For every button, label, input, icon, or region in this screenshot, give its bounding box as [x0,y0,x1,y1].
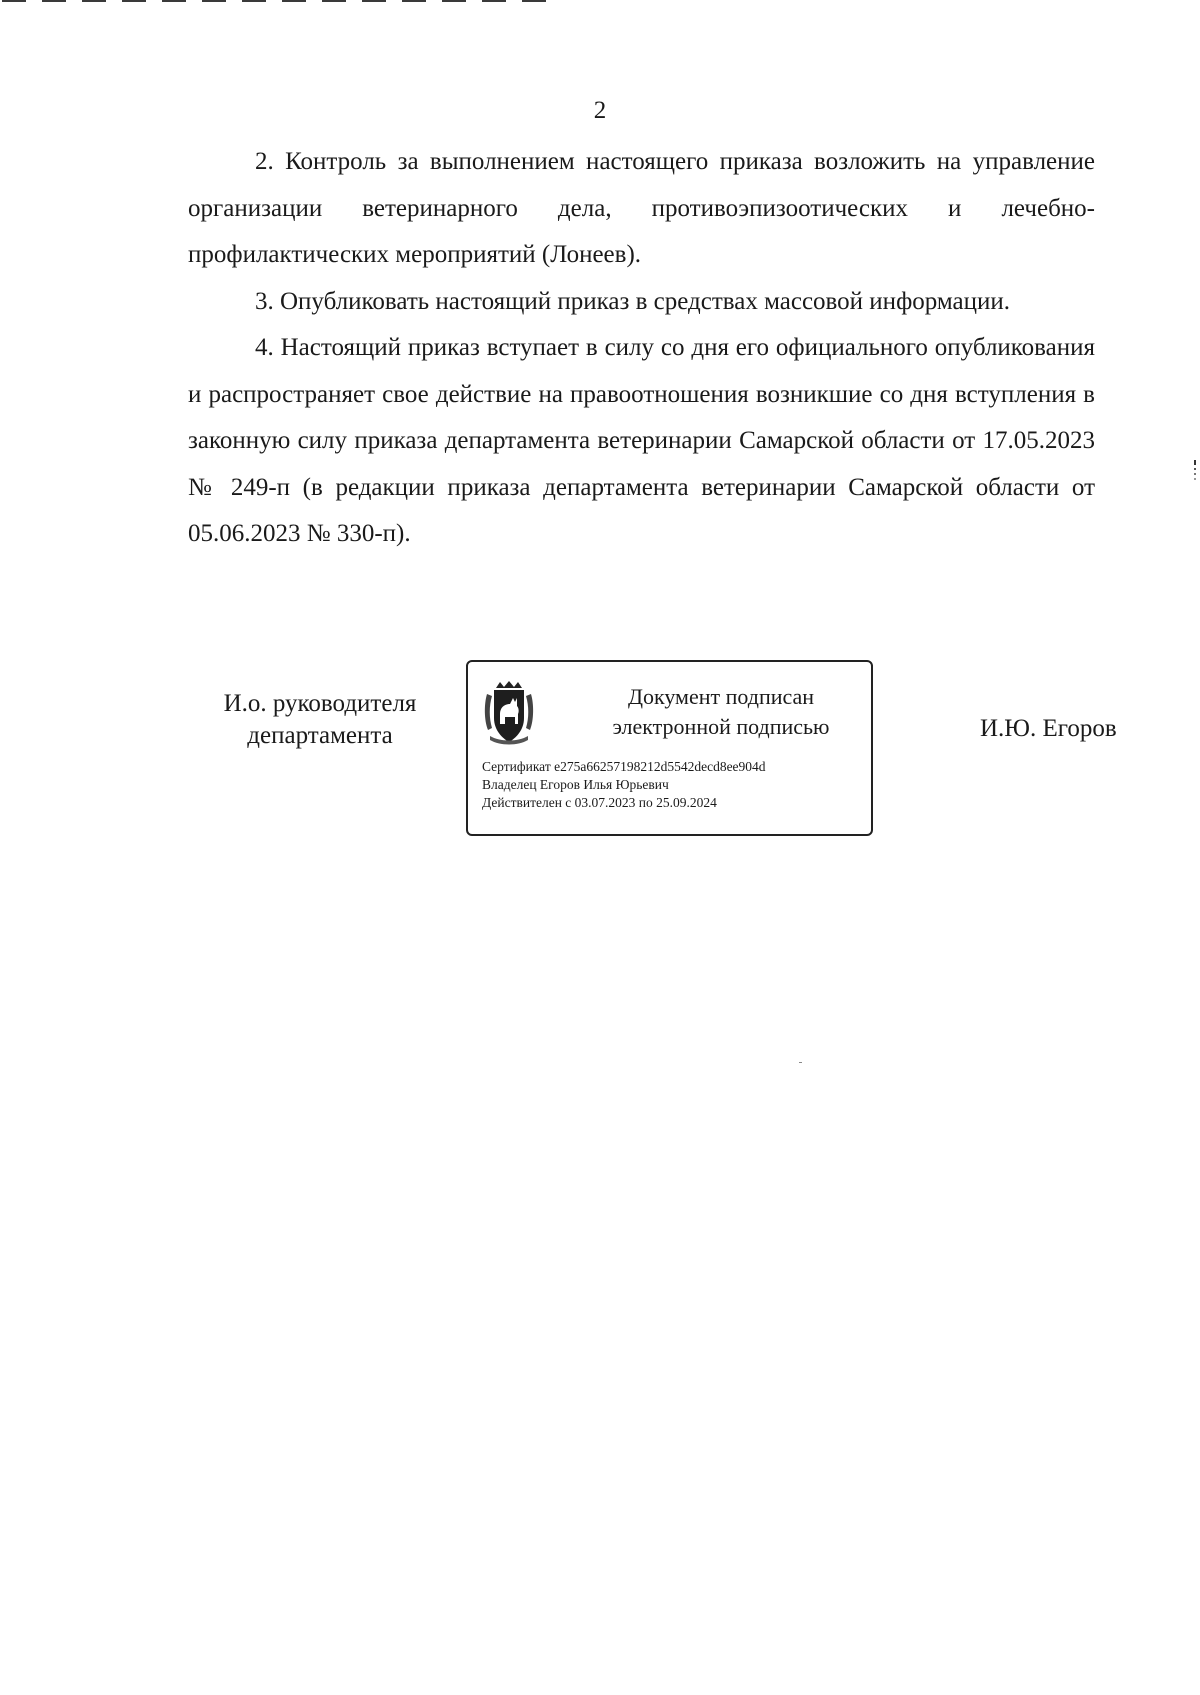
signature-validity: Действителен с 03.07.2023 по 25.09.2024 [482,795,717,810]
signature-heading-line1: Документ подписан [627,684,815,709]
signature-heading [586,682,856,742]
scan-artifact-dot [799,1062,802,1063]
scan-artifact-margin-mark [1194,460,1196,480]
order-body [188,139,1095,558]
paragraph-3: 3. Опубликовать настоящий приказ в средствах массовой информации. [255,287,1011,315]
signature-details [482,758,766,812]
signature-heading-line2: электронной подписью [612,714,830,739]
signer-title [200,688,440,752]
paragraph-4: 4. Настоящий приказ вступает в силу со дня его официального опубликования и распространяет свое действие на правоотношения возникшие со дня вступления в законную силу приказа департамента ветеринарии Самарской области от 17.05.2023 № 249-п (в редакции приказа департамента ветеринарии Самарской области от 05.06.2023 № 330-п). [188,334,1095,547]
scan-artifact-dashes [0,0,560,4]
signature-certificate: Сертификат e275a66257198212d5542decd8ee904d [482,759,766,774]
page-number: 2 [593,97,607,124]
signer-name: И.Ю. Егоров [980,715,1117,742]
electronic-signature-stamp [466,660,873,836]
signer-title-line1: И.о. руководителя [223,690,417,717]
samara-region-coat-of-arms-icon [482,680,536,746]
paragraph-2: 2. Контроль за выполнением настоящего приказа возложить на управление организации ветеринарного дела, противоэпизоотических и лечебно-профилактических мероприятий (Лонеев). [188,148,1095,268]
signature-owner: Владелец Егоров Илья Юрьевич [482,777,669,792]
signer-title-line2: департамента [247,722,393,749]
